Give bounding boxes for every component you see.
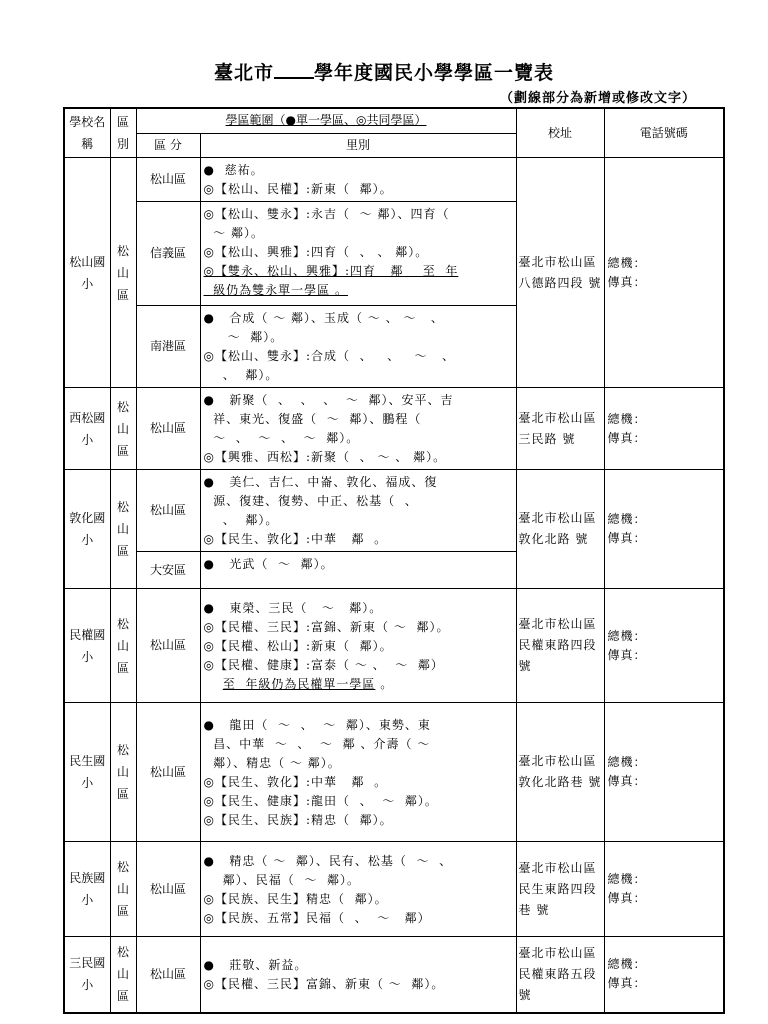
- header-li: 里別: [200, 133, 516, 158]
- address-cell: 臺北市松山區民權東路四段 號: [516, 589, 604, 703]
- table-row: [64, 158, 724, 202]
- zone-cell: 松山區: [136, 388, 200, 470]
- li-cell: ● 美仁、吉仁、中崙、敦化、福成、復 源、復建、復勢、中正、松基（ 、 、 鄰）。 ◎【民生、敦化】:中華 鄰 。: [200, 470, 516, 552]
- header-school-name: 學校名稱: [64, 108, 110, 158]
- school-name: 民生國小: [64, 703, 110, 842]
- table-row: [64, 842, 724, 937]
- li-cell: ● 東榮、三民（ ～ 鄰）。 ◎【民權、三民】:富錦、新東（ ～ 鄰）。 ◎【民權、松山】:新東（ 鄰）。 ◎【民權、健康】:富泰（ ～ 、 ～ 鄰） 至 年級仍為民權單一學區 。: [200, 589, 516, 703]
- table-row: [64, 388, 724, 470]
- header-address: 校址: [516, 108, 604, 158]
- zone-cell: 信義區: [136, 202, 200, 306]
- address-cell: 臺北市松山區民生東路四段 巷 號: [516, 842, 604, 937]
- zone-cell: 松山區: [136, 703, 200, 842]
- phone-cell: 總機： 傳真：: [604, 470, 724, 589]
- address-cell: 臺北市松山區民權東路五段 號: [516, 937, 604, 1013]
- phone-cell: 總機： 傳真：: [604, 589, 724, 703]
- header-district: 區別: [110, 108, 136, 158]
- li-cell: ● 慈祐。 ◎【松山、民權】:新東（ 鄰）。: [200, 158, 516, 202]
- header-row-1: [64, 108, 724, 133]
- title-suffix: 學年度國民小學學區一覽表: [314, 62, 555, 84]
- school-name: 敦化國小: [64, 470, 110, 589]
- header-phone: 電話號碼: [604, 108, 724, 158]
- school-district: 松山區: [110, 703, 136, 842]
- table-row: [64, 937, 724, 1013]
- edit-note: （劃線部分為新增或修改文字）: [499, 91, 696, 106]
- school-name: 民族國小: [64, 842, 110, 937]
- zone-cell: 松山區: [136, 842, 200, 937]
- li-cell: ◎【松山、雙永】:永吉（ ～ 鄰）、四育（ ～ 鄰）。 ◎【松山、興雅】:四育（ 、 、 鄰）。 ◎【雙永、松山、興雅】:四育 鄰 至 年 級仍為雙永單一學區 。: [200, 202, 516, 306]
- table-row: [64, 703, 724, 842]
- li-cell: ● 龍田（ ～ 、 ～ 鄰）、東勢、東 昌、中華 ～ 、 ～ 鄰 、介壽（ ～ 鄰）、精忠（ ～ 鄰）。 ◎【民生、敦化】:中華 鄰 。 ◎【民生、健康】:龍田（ 、 ～ 鄰）。 ◎【民生、民族】:精忠（ 鄰）。: [200, 703, 516, 842]
- school-district: 松山區: [110, 937, 136, 1013]
- phone-cell: 總機： 傳真：: [604, 158, 724, 388]
- school-district: 松山區: [110, 388, 136, 470]
- li-cell: ● 新聚（ 、 、 、 ～ 鄰）、安平、吉 祥、東光、復盛（ ～ 鄰）、鵬程（ ～ 、 ～ 、 ～ 鄰）。 ◎【興雅、西松】:新聚（ 、 ～ 、 鄰）。: [200, 388, 516, 470]
- year-blank: [274, 63, 314, 79]
- school-name: 松山國小: [64, 158, 110, 388]
- school-district: 松山區: [110, 470, 136, 589]
- zone-cell: 松山區: [136, 937, 200, 1013]
- zone-cell: 松山區: [136, 470, 200, 552]
- school-district: 松山區: [110, 842, 136, 937]
- page-title: [0, 58, 768, 85]
- phone-cell: 總機： 傳真：: [604, 842, 724, 937]
- school-district: 松山區: [110, 589, 136, 703]
- zone-cell: 松山區: [136, 589, 200, 703]
- li-cell: ● 精忠（ ～ 鄰）、民有、松基（ ～ 、 鄰）、民福（ ～ 鄰）。 ◎【民族、民生】精忠（ 鄰）。 ◎【民族、五常】民福（ 、 ～ 鄰）: [200, 842, 516, 937]
- title-prefix: 臺北市: [213, 62, 274, 84]
- li-cell: ● 合成（ ～ 鄰）、玉成（ ～ 、 ～ 、 ～ 鄰）。 ◎【松山、雙永】:合成（ 、 、 ～ 、 、 鄰）。: [200, 306, 516, 388]
- address-cell: 臺北市松山區八德路四段 號: [516, 158, 604, 388]
- phone-cell: 總機： 傳真：: [604, 703, 724, 842]
- phone-cell: 總機： 傳真：: [604, 388, 724, 470]
- school-district: 松山區: [110, 158, 136, 388]
- zone-cell: 南港區: [136, 306, 200, 388]
- zone-cell: 松山區: [136, 158, 200, 202]
- table-row: [64, 589, 724, 703]
- address-cell: 臺北市松山區敦化北路 號: [516, 470, 604, 589]
- school-name: 民權國小: [64, 589, 110, 703]
- li-cell: ● 光武（ ～ 鄰）。: [200, 552, 516, 589]
- address-cell: 臺北市松山區敦化北路巷 號: [516, 703, 604, 842]
- li-cell: ● 莊敬、新益。 ◎【民權、三民】富錦、新東（ ～ 鄰）。: [200, 937, 516, 1013]
- school-name: 三民國小: [64, 937, 110, 1013]
- school-district-table: [63, 107, 725, 1014]
- header-zone: 區 分: [136, 133, 200, 158]
- zone-cell: 大安區: [136, 552, 200, 589]
- header-range: 學區範圍（●單一學區、◎共同學區）: [136, 108, 516, 133]
- address-cell: 臺北市松山區三民路 號: [516, 388, 604, 470]
- phone-cell: 總機： 傳真：: [604, 937, 724, 1013]
- table-row: [64, 470, 724, 552]
- school-name: 西松國小: [64, 388, 110, 470]
